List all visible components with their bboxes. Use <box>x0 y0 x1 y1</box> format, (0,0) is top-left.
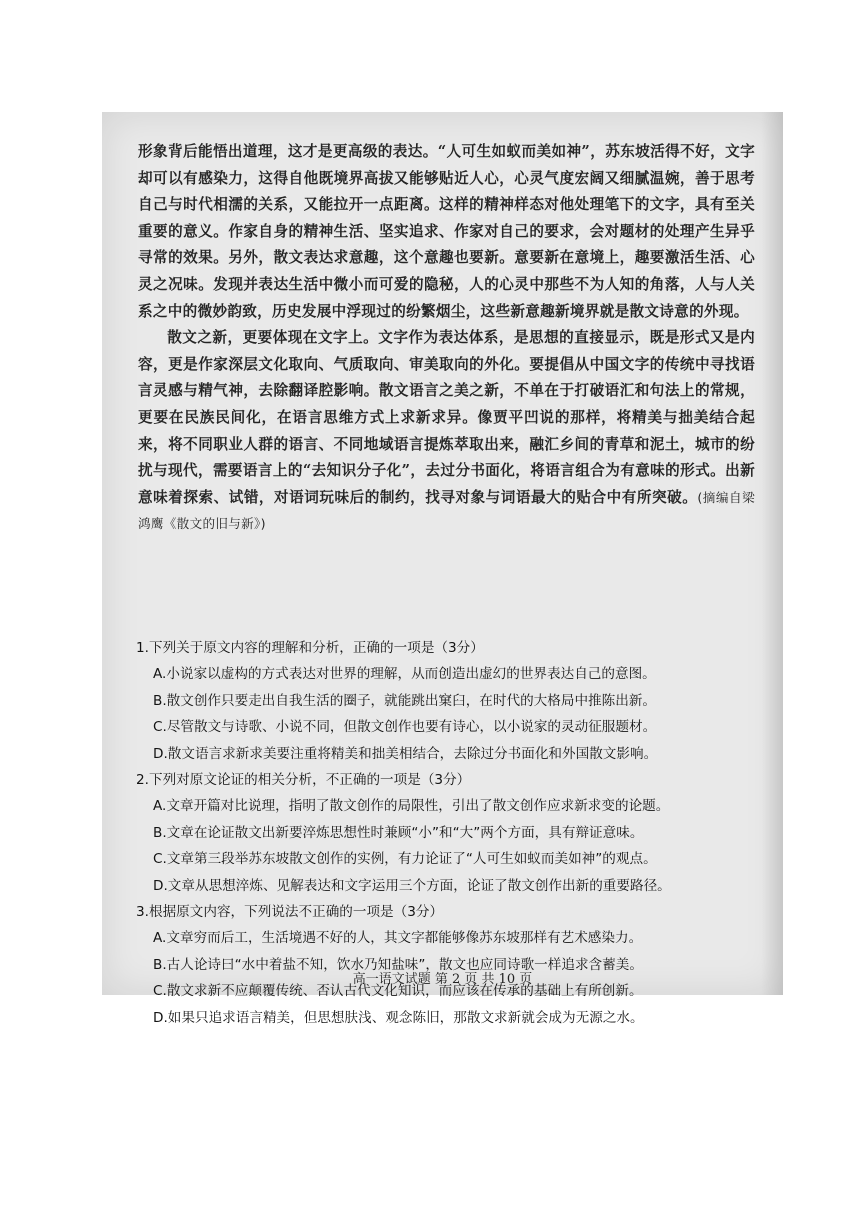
question-1 <box>136 635 761 767</box>
passage-paragraph-1: 形象背后能悟出道理，这才是更高级的表达。“人可生如蚁而美如神”，苏东坡活得不好，文字却可以有感染力，这得自他既境界高拔又能够贴近人心，心灵气度宏阔又细腻温婉，善于思考自己与时代相濡的关系，又能拉开一点距离。这样的精神样态对他处理笔下的文字，具有至关重要的意义。作家自身的精神生活、坚实追求、作家对自己的要求，会对题材的处理产生异乎寻常的效果。另外，散文表达求意趣，这个意趣也要新。意要新在意境上，趣要激活生活、心灵之况味。发现并表达生活中微小而可爱的隐秘，人的心灵中那些不为人知的角落，人与人关系之中的微妙韵致，历史发展中浮现过的纷繁烟尘，这些新意趣新境界就是散文诗意的外现。 <box>138 143 755 320</box>
option-c: C.尽管散文与诗歌、小说不同，但散文创作也要有诗心，以小说家的灵动征服题材。 <box>153 719 657 735</box>
option-d: D.文章从思想淬炼、见解表达和文字运用三个方面，论证了散文创作出新的重要路径。 <box>153 877 671 894</box>
option-b: B.散文创作只要走出自我生活的圈子，就能跳出窠臼，在时代的大格局中推陈出新。 <box>153 692 657 709</box>
option-a: A.小说家以虚构的方式表达对世界的理解，从而创造出虚幻的世界表达自己的意图。 <box>153 666 656 682</box>
option-b: B.古人论诗曰“水中着盐不知，饮水乃知盐味”，散文也应同诗歌一样追求含蓄美。 <box>153 956 643 973</box>
question-3 <box>136 899 761 1031</box>
question-2 <box>136 767 761 899</box>
question-stem: 2.下列对原文论证的相关分析，不正确的一项是（3分） <box>136 772 471 788</box>
page-edge-shadow <box>761 112 783 995</box>
question-stem: 3.根据原文内容，下列说法不正确的一项是（3分） <box>136 904 444 920</box>
page-footer: 高一语文试题 第 2 页 共 10 页 <box>352 972 533 987</box>
reading-passage <box>138 139 755 538</box>
option-a: A.文章开篇对比说理，指明了散文创作的局限性，引出了散文创作应求新求变的论题。 <box>153 798 670 814</box>
option-c: C.散文求新不应颠覆传统、否认古代文化知识，而应该在传承的基础上有所创新。 <box>153 983 643 999</box>
option-d: D.散文语言求新求美要注重将精美和拙美相结合，去除过分书面化和外国散文影响。 <box>153 745 658 762</box>
option-d: D.如果只追求语言精美，但思想肤浅、观念陈旧，那散文求新就会成为无源之水。 <box>153 1009 644 1026</box>
question-stem: 1.下列关于原文内容的理解和分析，正确的一项是（3分） <box>136 640 484 656</box>
option-b: B.文章在论证散文出新要淬炼思想性时兼顾“小”和“大”两个方面，具有辩证意味。 <box>153 824 644 841</box>
option-a: A.文章穷而后工，生活境遇不好的人，其文字都能够像苏东坡那样有艺术感染力。 <box>153 930 643 946</box>
passage-paragraph-2 <box>138 325 755 538</box>
passage-source: (摘编自梁鸿鹰《散文的旧与新》) <box>138 489 755 532</box>
scanned-page <box>102 112 783 1026</box>
passage-paragraph-2-text: 散文之新，更要体现在文字上。文字作为表达体系，是思想的直接显示，既是形式又是内容，更是作家深层文化取向、气质取向、审美取向的外化。要提倡从中国文字的传统中寻找语言灵感与精气神，去除翻译腔影响。散文语言之美之新，不单在于打破语汇和句法上的常规，更要在民族民间化，在语言思维方式上求新求异。像贾平凹说的那样，将精美与拙美结合起来，将不同职业人群的语言、不同地域语言提炼萃取出来，融汇乡间的青草和泥土，城市的纷扰与现代，需要语言上的“去知识分子化”，去过分书面化，将语言组合为有意味的形式。出新意味着探索、试错，对语词玩味后的制约，找寻对象与词语最大的贴合中有所突破。 <box>138 329 755 506</box>
option-c: C.文章第三段举苏东坡散文创作的实例，有力论证了“人可生如蚁而美如神”的观点。 <box>153 851 657 867</box>
